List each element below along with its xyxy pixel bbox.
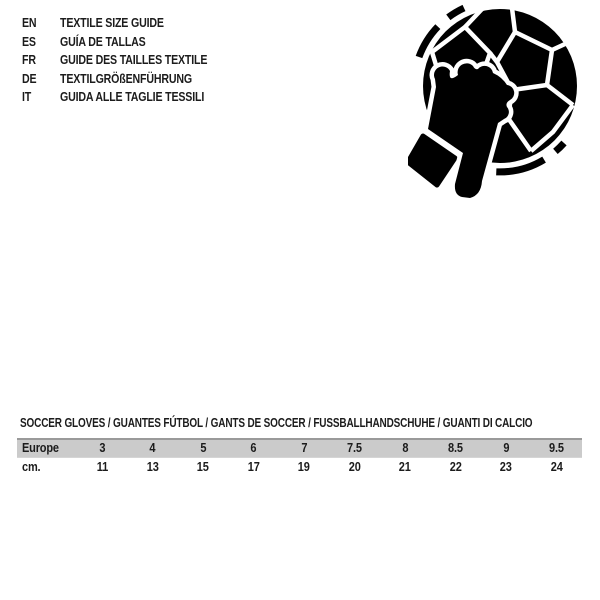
row-label: cm. <box>17 457 77 476</box>
size-guide-section <box>20 414 586 476</box>
size-table-title: SOCCER GLOVES / GUANTES FÚTBOL / GANTS DE SOCCER / FUSSBALLHANDSCHUHE / GUANTI DI CALCIO <box>20 416 533 430</box>
glove-touching-soccer-ball-icon <box>408 3 583 201</box>
size-value: 8 <box>380 439 431 457</box>
language-label: GUIDE DES TAILLES TEXTILE <box>60 53 208 67</box>
language-code: EN <box>22 16 37 30</box>
size-value: 19 <box>279 457 330 476</box>
language-label: GUIDA ALLE TAGLIE TESSILI <box>60 90 205 104</box>
size-value: 8.5 <box>431 439 482 457</box>
size-value: 17 <box>229 457 280 476</box>
size-value: 20 <box>330 457 381 476</box>
size-value: 7.5 <box>330 439 381 457</box>
size-value: 21 <box>380 457 431 476</box>
size-value: 9.5 <box>532 439 583 457</box>
language-label: TEXTILGRÖßENFÜHRUNG <box>60 71 192 86</box>
size-value: 22 <box>431 457 482 476</box>
language-code: FR <box>22 53 36 67</box>
row-label: Europe <box>17 439 77 457</box>
size-value: 13 <box>128 457 179 476</box>
size-value: 15 <box>178 457 229 476</box>
language-row-de <box>22 70 233 89</box>
size-value: 11 <box>77 457 128 476</box>
language-label: GUÍA DE TALLAS <box>60 34 146 49</box>
language-code: DE <box>22 71 37 86</box>
size-value: 5 <box>178 439 229 457</box>
language-row-en <box>22 14 233 33</box>
language-label: TEXTILE SIZE GUIDE <box>60 16 164 30</box>
language-guide-list <box>22 14 233 107</box>
language-row-fr <box>22 51 233 70</box>
language-code: ES <box>22 34 36 49</box>
size-row-cm <box>17 457 582 476</box>
size-value: 6 <box>229 439 280 457</box>
size-value: 7 <box>279 439 330 457</box>
size-row-europe <box>17 439 582 457</box>
size-value: 9 <box>481 439 532 457</box>
size-table <box>17 438 582 476</box>
language-code: IT <box>22 90 32 104</box>
language-row-es <box>22 33 233 52</box>
size-value: 23 <box>481 457 532 476</box>
size-value: 3 <box>77 439 128 457</box>
size-value: 4 <box>128 439 179 457</box>
size-value: 24 <box>532 457 583 476</box>
language-row-it <box>22 88 233 107</box>
